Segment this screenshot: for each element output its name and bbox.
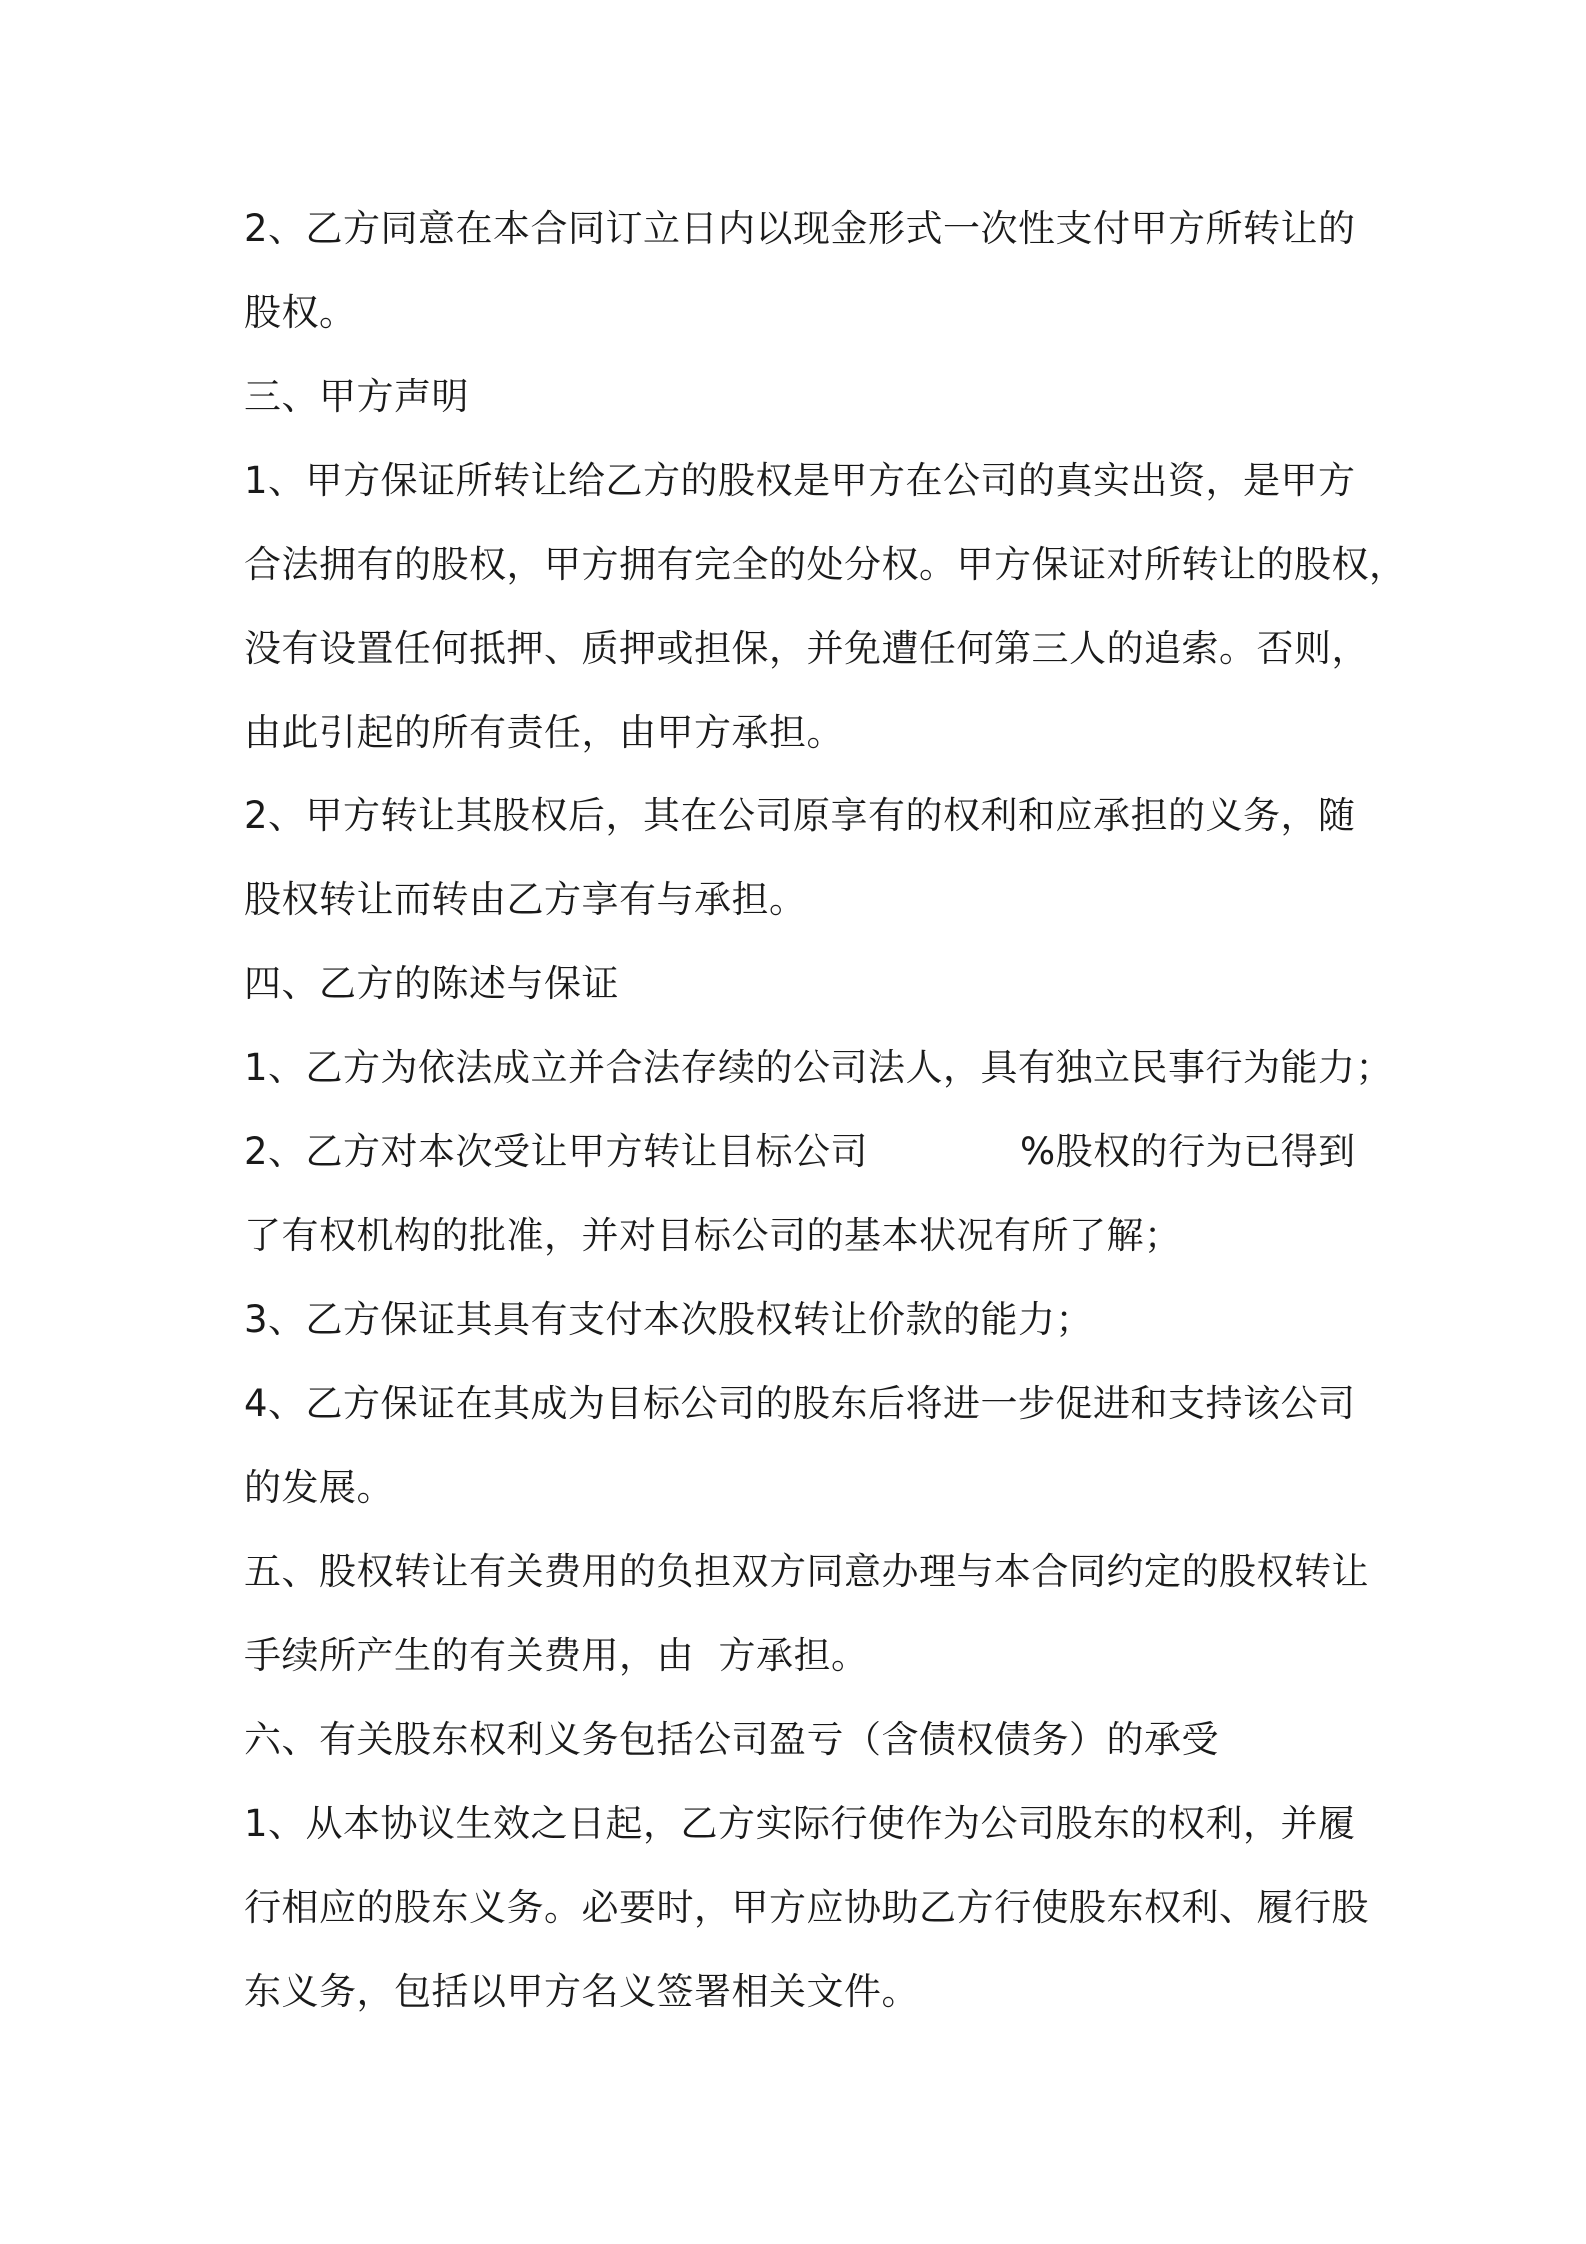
paragraph-line: 股权。 — [244, 291, 357, 334]
paragraph-line: 2、乙方对本次受让甲方转让目标公司 — [244, 1130, 869, 1173]
paragraph-line: 由此引起的所有责任，由甲方承担。 — [244, 711, 844, 754]
paragraph-line: 股权转让而转由乙方享有与承担。 — [244, 878, 807, 921]
paragraph-line: 东义务，包括以甲方名义签署相关文件。 — [244, 1970, 919, 2013]
paragraph-line: 2、甲方转让其股权后，其在公司原享有的权利和应承担的义务，随 — [244, 794, 1356, 837]
paragraph-line: 行相应的股东义务。必要时，甲方应协助乙方行使股东权利、履行股 — [244, 1886, 1369, 1929]
paragraph-line: 手续所产生的有关费用，由 方承担。 — [244, 1634, 869, 1677]
section-heading: 四、乙方的陈述与保证 — [244, 962, 619, 1005]
paragraph-line-continuation: %股权的行为已得到 — [1020, 1130, 1356, 1173]
paragraph-line: 了有权机构的批准，并对目标公司的基本状况有所了解； — [244, 1214, 1182, 1257]
paragraph-line: 的发展。 — [244, 1466, 394, 1509]
section-heading: 三、甲方声明 — [244, 375, 469, 418]
paragraph-line: 3、乙方保证其具有支付本次股权转让价款的能力； — [244, 1298, 1094, 1341]
paragraph-line: 2、乙方同意在本合同订立日内以现金形式一次性支付甲方所转让的 — [244, 207, 1356, 250]
paragraph-line: 没有设置任何抵押、质押或担保，并免遭任何第三人的追索。否则， — [244, 627, 1369, 670]
paragraph-line: 1、从本协议生效之日起，乙方实际行使作为公司股东的权利，并履 — [244, 1802, 1356, 1845]
paragraph-line: 1、甲方保证所转让给乙方的股权是甲方在公司的真实出资，是甲方 — [244, 459, 1356, 502]
paragraph-line: 1、乙方为依法成立并合法存续的公司法人，具有独立民事行为能力； — [244, 1046, 1394, 1089]
paragraph-line: 五、股权转让有关费用的负担双方同意办理与本合同约定的股权转让 — [244, 1550, 1369, 1593]
section-heading: 六、有关股东权利义务包括公司盈亏（含债权债务）的承受 — [244, 1718, 1219, 1761]
paragraph-line: 合法拥有的股权，甲方拥有完全的处分权。甲方保证对所转让的股权， — [244, 543, 1407, 586]
paragraph-line: 4、乙方保证在其成为目标公司的股东后将进一步促进和支持该公司 — [244, 1382, 1356, 1425]
